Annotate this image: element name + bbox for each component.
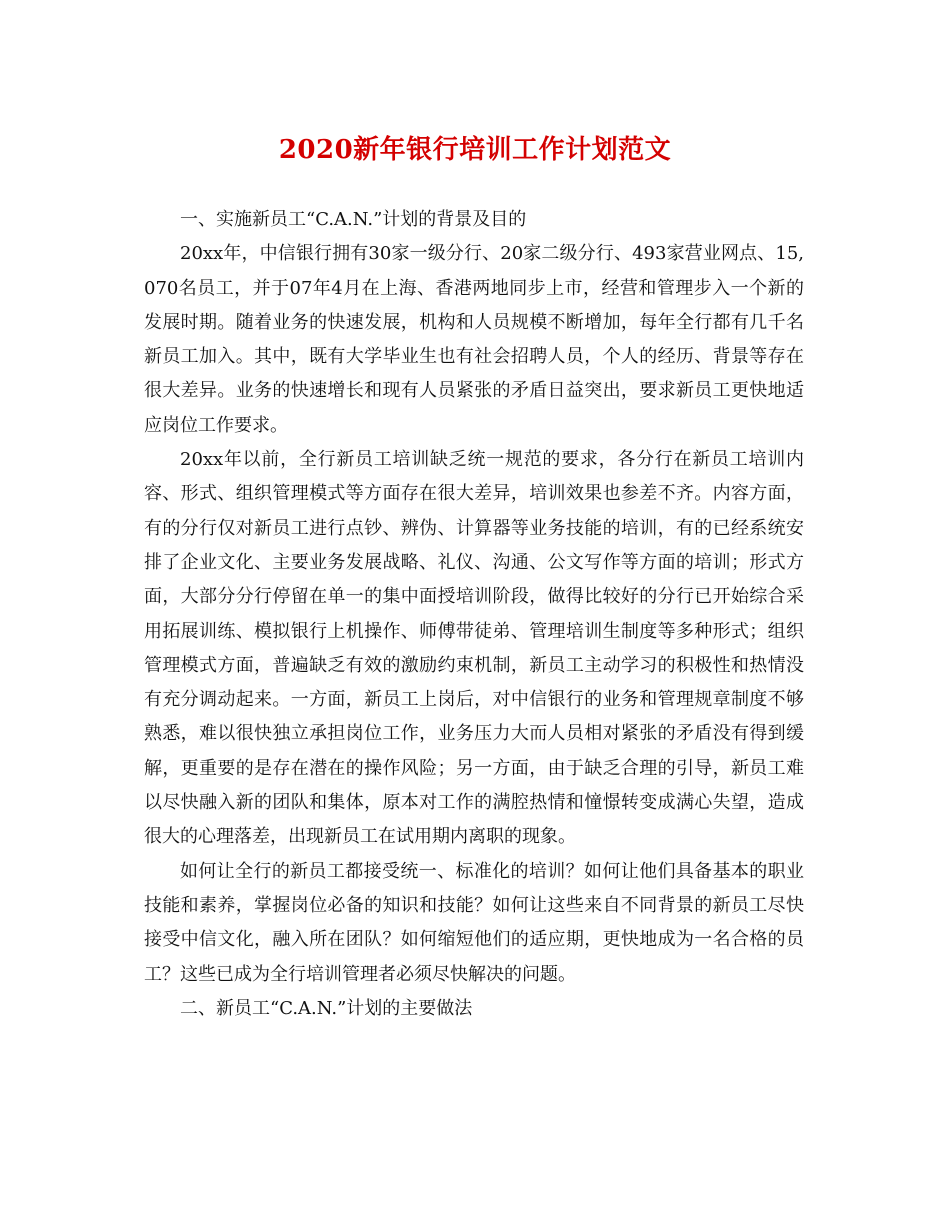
document-title: 2020新年银行培训工作计划范文 — [278, 135, 672, 165]
paragraph-questions: 如何让全行的新员工都接受统一、标准化的培训？如何让他们具备基本的职业技能和素养，掌握岗位必备的知识和技能？如何让这些来自不同背景的新员工尽快接受中信文化，融入所在团队？如何缩短他们的适应期，更快地成为一名合格的员工？这些已成为全行培训管理者必须尽快解决的问题。 — [144, 860, 804, 985]
paragraph-overview: 20xx年，中信银行拥有30家一级分行、20家二级分行、493家营业网点、15,070名员工，并于07年4月在上海、香港两地同步上市，经营和管理步入一个新的发展时期。随着业务的快速发展，机构和人员规模不断增加，每年全行都有几千名新员工加入。其中，既有大学毕业生也有社会招聘人员，个人的经历、背景等存在很大差异。业务的快速增长和现有人员紧张的矛盾日益突出，要求新员工更快地适应岗位工作要求。 — [144, 243, 804, 436]
section-heading-practices: 二、新员工“C.A.N.”计划的主要做法 — [180, 997, 473, 1019]
section-heading-background: 一、实施新员工“C.A.N.”计划的背景及目的 — [180, 209, 527, 230]
document-body — [144, 203, 804, 1026]
paragraph-problems: 20xx年以前，全行新员工培训缺乏统一规范的要求，各分行在新员工培训内容、形式、组织管理模式等方面存在很大差异，培训效果也参差不齐。内容方面，有的分行仅对新员工进行点钞、辨伪、计算器等业务技能的培训，有的已经系统安排了企业文化、主要业务发展战略、礼仪、沟通、公文写作等方面的培训；形式方面，大部分分行停留在单一的集中面授培训阶段，做得比较好的分行已开始综合采用拓展训练、模拟银行上机操作、师傅带徒弟、管理培训生制度等多种形式；组织管理模式方面，普遍缺乏有效的激励约束机制，新员工主动学习的积极性和热情没有充分调动起来。一方面，新员工上岗后，对中信银行的业务和管理规章制度不够熟悉，难以很快独立承担岗位工作，业务压力大而人员相对紧张的矛盾没有得到缓解，更重要的是存在潜在的操作风险；另一方面，由于缺乏合理的引导，新员工难以尽快融入新的团队和集体，原本对工作的满腔热情和憧憬转变成满心失望，造成很大的心理落差，出现新员工在试用期内离职的现象。 — [144, 449, 804, 848]
